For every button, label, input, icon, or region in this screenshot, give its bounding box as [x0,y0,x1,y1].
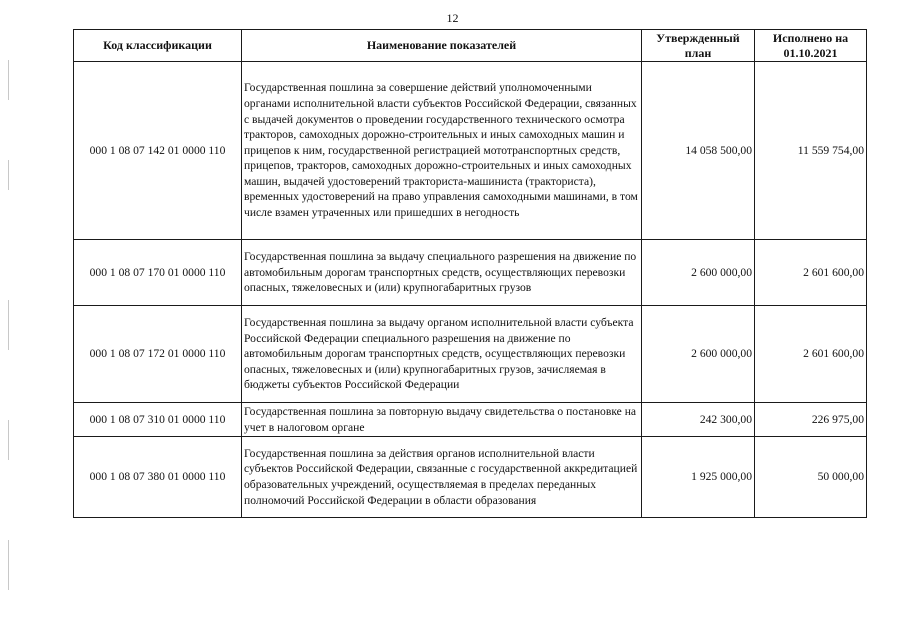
row-name: Государственная пошлина за действия органов исполнительной власти субъектов Российской Федерации, связанные с государственной аккредитацией образовательных учреждений, осуществляемая в пределах переданных полномочий Российской Федерации в области образования [242,437,642,518]
scan-edge-mark [8,540,9,590]
row-plan: 242 300,00 [642,403,755,437]
row-name: Государственная пошлина за выдачу специального разрешения на движение по автомобильным дорогам транспортных средств, осуществляющих перевозки опасных, тяжеловесных и (или) крупногабаритных грузов [242,240,642,306]
row-plan: 2 600 000,00 [642,306,755,403]
row-executed: 50 000,00 [755,437,867,518]
row-code: 000 1 08 07 172 01 0000 110 [74,306,242,403]
row-code: 000 1 08 07 170 01 0000 110 [74,240,242,306]
row-executed: 2 601 600,00 [755,240,867,306]
row-plan: 2 600 000,00 [642,240,755,306]
table-row [74,240,867,306]
header-code: Код классификации [74,30,242,62]
table-row [74,403,867,437]
row-executed: 226 975,00 [755,403,867,437]
header-executed: Исполнено на 01.10.2021 [755,30,867,62]
row-code: 000 1 08 07 380 01 0000 110 [74,437,242,518]
row-code: 000 1 08 07 142 01 0000 110 [74,62,242,240]
scan-edge-mark [8,420,9,460]
row-executed: 11 559 754,00 [755,62,867,240]
row-name: Государственная пошлина за повторную выдачу свидетельства о постановке на учет в налоговом органе [242,403,642,437]
header-name: Наименование показателей [242,30,642,62]
row-code: 000 1 08 07 310 01 0000 110 [74,403,242,437]
row-name: Государственная пошлина за выдачу органом исполнительной власти субъекта Российской Федерации специального разрешения на движение по автомобильным дорогам транспортных средств, осуществляющих перевозки опасных, тяжеловесных и (или) крупногабаритных грузов, зачисляемая в бюджеты субъектов Российской Федерации [242,306,642,403]
scan-edge-mark [8,160,9,190]
row-name: Государственная пошлина за совершение действий уполномоченными органами исполнительной власти субъектов Российской Федерации, связанных с выдачей документов о проведении государственного технического осмотра тракторов, самоходных дорожно-строительных и иных самоходных машин и прицепов к ним, государственной регистрацией мототранспортных средств, прицепов, тракторов, самоходных дорожно-строительных и иных самоходных машин, выдачей удостоверений тракториста-машиниста (тракториста), временных удостоверений на право управления самоходными машинами, в том числе взамен утраченных или пришедших в негодность [242,62,642,240]
table-row [74,437,867,518]
row-executed: 2 601 600,00 [755,306,867,403]
table-header-row [74,30,867,62]
page-number: 12 [446,11,459,25]
header-plan: Утвержденный план [642,30,755,62]
table-row [74,62,867,240]
row-plan: 14 058 500,00 [642,62,755,240]
scan-edge-mark [8,300,9,350]
row-plan: 1 925 000,00 [642,437,755,518]
table-row [74,306,867,403]
scan-edge-mark [8,60,9,100]
revenue-table [73,29,867,518]
